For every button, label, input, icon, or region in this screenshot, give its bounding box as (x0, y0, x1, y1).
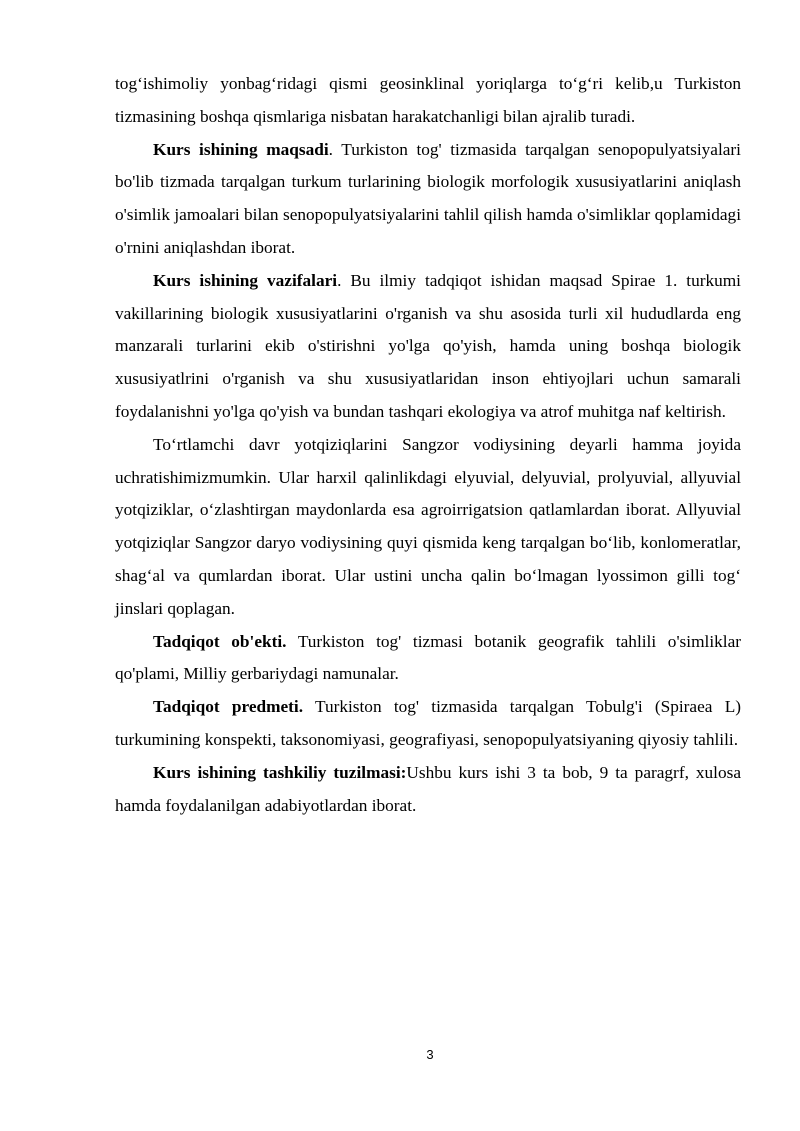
paragraph-heading: Tadqiqot ob'ekti. (153, 631, 287, 651)
paragraph-text: Turkiston tog' tizmasi botanik geografik tahlili o'simliklar qo'plami, Milliy gerbariydagi namunalar. (115, 631, 741, 684)
paragraph-research-object (115, 626, 741, 692)
paragraph-text: tog‘ishimoliy yonbag‘ridagi qismi geosinklinal yoriqlarga to‘g‘ri kelib,u Turkiston tizmasining boshqa qismlariga nisbatan harakatchanligi bilan ajralib turadi. (115, 74, 741, 126)
paragraph-text: . Bu ilmiy tadqiqot ishidan maqsad Spirae 1. turkumi vakillarining biologik xususiyatlarini o'rganish va shu asosida turli xil hududlarda eng manzarali turlarini ekib o'stirishni yo'lga qo'yish, hamda uning boshqa biologik xususiyatlrini o'rganish va shu xususiyatlaridan inson ehtiyojlari uchun samarali foydalanishni yo'lga qo'yish va bundan tashqari ekologiya va atrof muhitga naf keltirish. (115, 270, 741, 421)
paragraph-text: Turkiston tog' tizmasida tarqalgan Tobulg'i (Spiraea L) turkumining konspekti, taksonomiyasi, geografiyasi, senopopulyatsiyaning qiyosiy tahlili. (115, 697, 742, 749)
paragraph-heading: Kurs ishining tashkiliy tuzilmasi: (153, 762, 407, 782)
paragraph-tasks (115, 265, 741, 429)
paragraph-text: To‘rtlamchi davr yotqiziqlarini Sangzor vodiysining deyarli hamma joyida uchratishimizmumkin. Ular harxil qalinlikdagi elyuvial, delyuvial, prolyuvial, allyuvial yotqiziklar, o‘zlashtirgan maydonlarda esa agroirrigatsion qatlamlardan iborat. Allyuvial yotqiziqlar Sangzor daryo vodiysining quyi qismida keng tarqalgan bo‘lib, konlomeratlar, shag‘al va qumlardan iborat. Ular ustini uncha qalin bo‘lmagan lyossimon gilli tog‘ jinslari qoplagan. (115, 434, 741, 618)
paragraph-text: . Turkiston tog' tizmasida tarqalgan senopopulyatsiyalari bo'lib tizmada tarqalgan turkum turlarining biologik morfologik xususiyatlarini aniqlash o'simlik jamoalari bilan senopopulyatsiyalarini tahlil qilish hamda o'simliklar qoplamidagi o'rnini aniqlashdan iborat. (115, 139, 741, 257)
paragraph-goal (115, 134, 741, 265)
paragraph-heading: Kurs ishining maqsadi (153, 139, 329, 159)
paragraph-research-subject (115, 691, 741, 757)
paragraph-heading: Tadqiqot predmeti. (153, 697, 304, 717)
paragraph-text: Ushbu kurs ishi 3 ta bob, 9 ta paragrf, xulosa hamda foydalanilgan adabiyotlardan iborat. (115, 762, 742, 815)
paragraph-intro-continuation (115, 68, 741, 134)
paragraph-structure (115, 757, 741, 823)
document-body (115, 68, 741, 822)
page-number: 3 (426, 1047, 434, 1062)
paragraph-quaternary-deposits (115, 429, 741, 626)
paragraph-heading: Kurs ishining vazifalari (153, 270, 338, 290)
